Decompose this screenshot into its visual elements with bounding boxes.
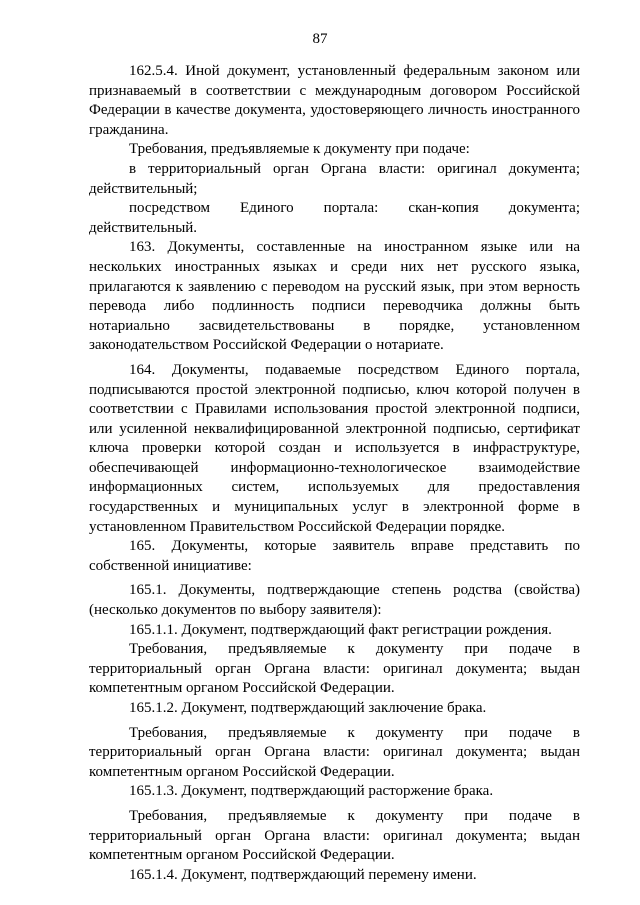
paragraph-165-1: 165.1. Документы, подтверждающие степень родства (свойства) (несколько документов по выбору заявителя): <box>89 582 580 619</box>
paragraph-165-1-4: 165.1.4. Документ, подтверждающий перемену имени. <box>129 866 477 883</box>
paragraph-territorial-organ: в территориальный орган Органа власти: оригинал документа; действительный; <box>89 160 580 197</box>
paragraph-165: 165. Документы, которые заявитель вправе представить по собственной инициативе: <box>89 538 580 574</box>
paragraph-165-1-3: 165.1.3. Документ, подтверждающий расторжение брака. <box>129 783 494 800</box>
document-body <box>89 62 580 885</box>
paragraph-requirements: Требования, предъявляемые к документу при подаче: <box>129 141 470 158</box>
paragraph-165-1-2: 165.1.2. Документ, подтверждающий заключение брака. <box>129 700 487 716</box>
paragraph-requirements-marriage: Требования, предъявляемые к документу при подаче в территориальный орган Органа власти: оригинал документа; выдан компетентным органом Российской Федерации. <box>89 724 580 780</box>
paragraph-requirements-birth: Требования, предъявляемые к документу при подаче в территориальный орган Органа власти: оригинал документа; выдан компетентным органом Российской Федерации. <box>89 641 580 697</box>
paragraph-164: 164. Документы, подаваемые посредством Единого портала, подписываются простой электронной подписью, ключ которой получен в соответствии с Правилами использования простой электронной подписи, или усиленной неквалифицированной электронной подписью, сертификат ключа проверки которой создан и используется в инфраструктуре, обеспечивающей информационно-технологическое взаимодействие информационных систем, используемых для предоставления государственных и муниципальных услуг в электронной форме в установленном Правительством Российской Федерации порядке. <box>89 361 580 535</box>
paragraph-requirements-divorce: Требования, предъявляемые к документу при подаче в территориальный орган Органа власти: оригинал документа; выдан компетентным органом Российской Федерации. <box>89 807 580 864</box>
paragraph-162-5-4: 162.5.4. Иной документ, установленный федеральным законом или признаваемый в соответствии с международным договором Российской Федерации в качестве документа, удостоверяющего личность иностранного гражданина. <box>89 63 580 138</box>
page-number: 87 <box>312 31 328 47</box>
paragraph-single-portal: посредством Единого портала: скан-копия документа; действительный. <box>89 200 580 236</box>
paragraph-163: 163. Документы, составленные на иностранном языке или на нескольких иностранных языках и среди них нет русского языка, прилагаются к заявлению с переводом на русский язык, при этом верность перевода либо подлинность подписи переводчика должны быть нотариально засвидетельствованы в порядке, установленном законодательством Российской Федерации о нотариате. <box>89 239 580 354</box>
paragraph-165-1-1: 165.1.1. Документ, подтверждающий факт регистрации рождения. <box>129 621 552 638</box>
